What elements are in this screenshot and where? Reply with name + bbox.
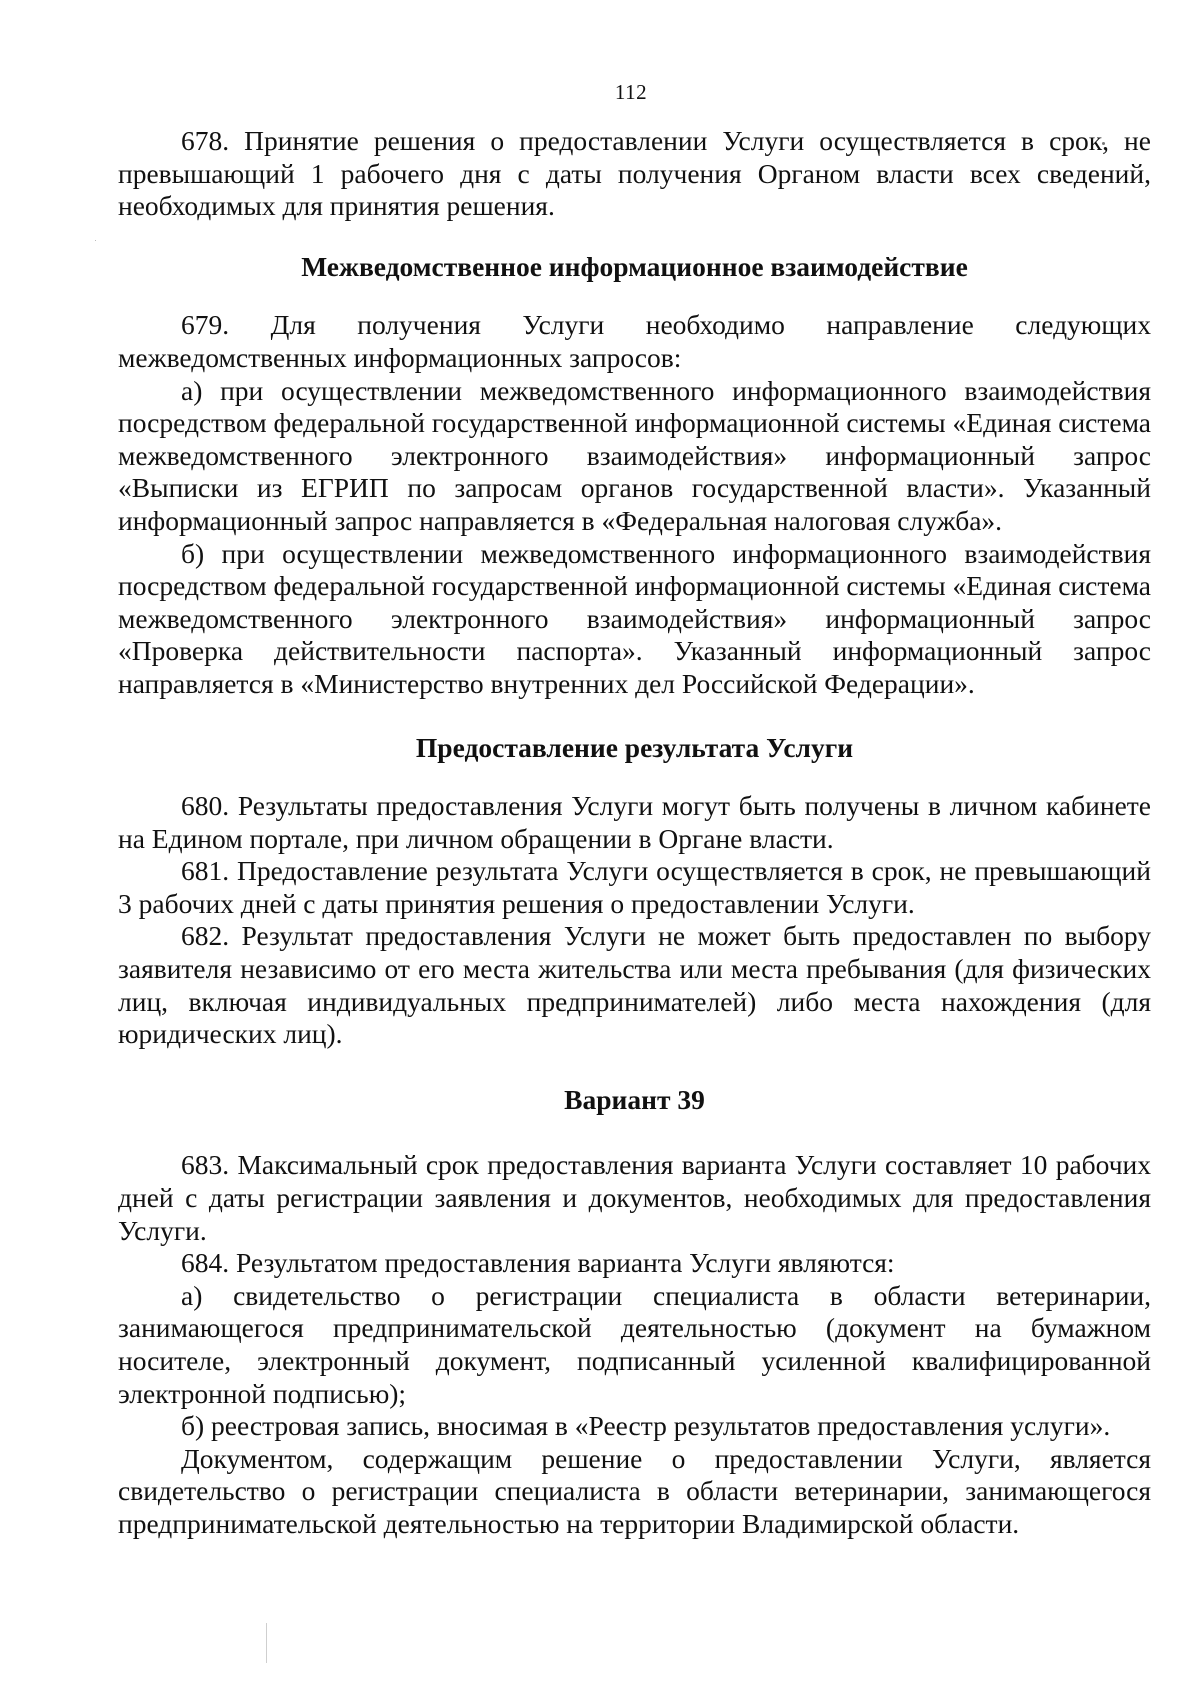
- section-heading-variant: Вариант 39: [564, 1083, 705, 1115]
- paragraph-679-b: б) при осуществлении межведомственного информационного взаимодействия посредством федеральной государственной информационной системы «Единая система межведомственного электронного взаимодействия» информационный запрос «Проверка действительности паспорта». Указанный информационный запрос направляется в «Министерство внутренних дел Российской Федерации».: [118, 537, 1152, 699]
- scan-mark: [266, 1623, 267, 1663]
- paragraph-682: 682. Результат предоставления Услуги не может быть предоставлен по выбору заявителя независимо от его места жительства или места пребывания (для физических лиц, включая индивидуальных предпринимателей) либо места нахождения (для юридических лиц).: [118, 920, 1151, 1050]
- paragraph-document-decision: Документом, содержащим решение о предоставлении Услуги, является свидетельство о регистрации специалиста в области ветеринарии, занимающегося предпринимательской деятельностью на территории Владимирской области.: [118, 1442, 1151, 1539]
- paragraph-684-b: б) реестровая запись, вносимая в «Реестр результатов предоставления услуги».: [181, 1410, 1111, 1442]
- section-heading-interagency: Межведомственное информационное взаимодействие: [301, 250, 968, 282]
- paragraph-684: 684. Результатом предоставления варианта Услуги являются:: [181, 1247, 895, 1279]
- paragraph-679-a: а) при осуществлении межведомственного информационного взаимодействия посредством федеральной государственной информационной системы «Единая система межведомственного электронного взаимодействия» информационный запрос «Выписки из ЕГРИП по запросам органов государственной власти». Указанный информационный запрос направляется в «Федеральная налоговая служба».: [118, 374, 1152, 536]
- paragraph-681: 681. Предоставление результата Услуги осуществляется в срок, не превышающий 3 рабочих дней с даты принятия решения о предоставлении Услуги.: [118, 855, 1151, 919]
- paragraph-684-a: а) свидетельство о регистрации специалиста в области ветеринарии, занимающегося предпринимательской деятельностью (документ на бумажном носителе, электронный документ, подписанный усиленной квалифицированной электронной подписью);: [118, 1279, 1151, 1409]
- paragraph-680: 680. Результаты предоставления Услуги могут быть получены в личном кабинете на Едином портале, при личном обращении в Органе власти.: [118, 790, 1151, 854]
- paragraph-683: 683. Максимальный срок предоставления варианта Услуги составляет 10 рабочих дней с даты регистрации заявления и документов, необходимых для предоставления Услуги.: [118, 1149, 1151, 1246]
- document-body: [118, 125, 1151, 1541]
- page-number: 112: [614, 80, 648, 104]
- scan-mark: [95, 240, 96, 241]
- paragraph-678: 678. Принятие решения о предоставлении Услуги осуществляется в срок, не превышающий 1 рабочего дня с даты получения Органом власти всех сведений, необходимых для принятия решения.: [118, 125, 1151, 222]
- paragraph-679: 679. Для получения Услуги необходимо направление следующих межведомственных информационных запросов:: [118, 309, 1151, 373]
- section-heading-result: Предоставление результата Услуги: [415, 731, 854, 763]
